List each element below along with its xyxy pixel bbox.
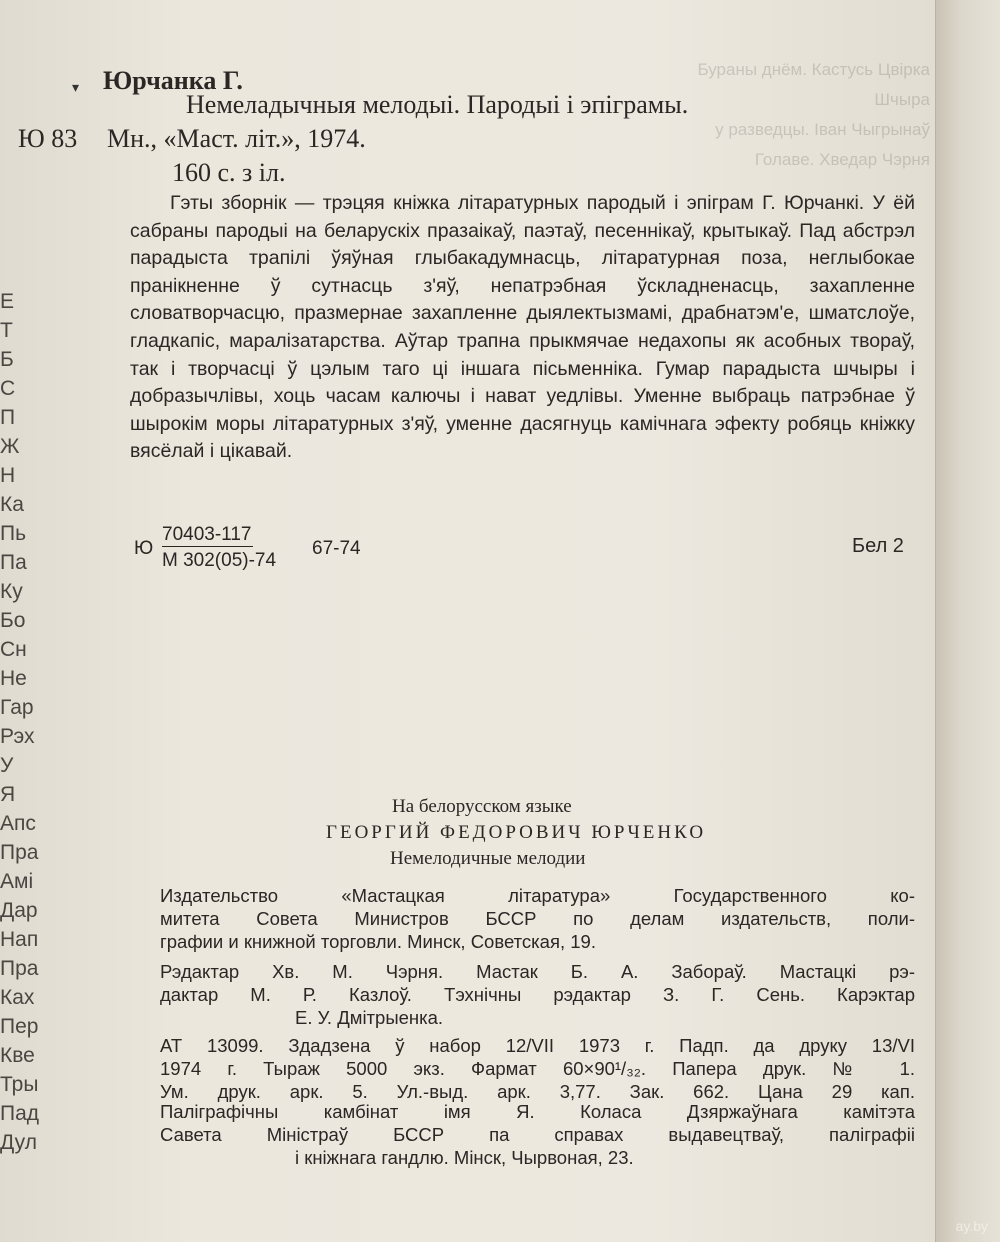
margin-fragment: Нап (0, 928, 39, 951)
printing-plant-block (160, 1100, 915, 1169)
margin-fragment: Ках (0, 986, 35, 1009)
publisher-line-1: Издательство «Мастацкая літаратура» Государственного ко- (160, 885, 915, 906)
bbk-numerator: 70403-117 (162, 524, 252, 545)
pages-line: 160 с. з іл. (172, 158, 286, 187)
margin-fragment: Пад (0, 1102, 40, 1125)
show-through-line (470, 630, 930, 660)
margin-fragment: У (0, 754, 14, 777)
plant-line-2: Савета Міністраў БССР па справах выдавецтваў, паліграфіі (160, 1124, 915, 1145)
book-title: Немеладычныя мелодыі. Пародыі і эпіграмы. (186, 90, 689, 119)
margin-fragment: Пер (0, 1015, 39, 1038)
printer-mark: ▾ (72, 81, 80, 96)
annotation-paragraph: Гэты зборнік — трэцяя кніжка літаратурных пародый і эпіграм Г. Юрчанкі. У ёй сабраны пародыі на беларускіх празаікаў, паэтаў, песеннікаў, крытыкаў. Пад абстрэл парадыста трапілі ўяўная глыбакадумнасць, літаратурная поза, неглыбокае пранікненне ў сутнасць з'яў, непатрэбная ўскладненасць, захапленне словатворчасцю, празмернае захапленне дыялектызмамі, драбнатэм'е, шматслоўе, гладкапіс, маралізатарства. Аўтар трапна прыкмячае недахопы як асобных твораў, так і творчасці ў цэлым таго ці іншага пісьменніка. Гумар парадыста шчыры і добразычлівы, хоць часам калючы і нават уедлівы. Уменне выбраць патрэбнае ў шырокім моры літаратурных з'яў, уменне дасягнуць камічнага эфекту робяць кніжку вясёлай і цікавай. (130, 192, 915, 463)
editors-line-1: Рэдактар Хв. М. Чэрня. Мастак Б. А. Забораў. Мастацкі рэ- (160, 961, 915, 982)
bbk-denominator: М 302(05)-74 (162, 550, 277, 571)
show-through-line (470, 750, 930, 780)
show-through-line: Шчыра (874, 90, 930, 109)
margin-fragment: Е (0, 290, 15, 313)
margin-fragment: П (0, 406, 16, 429)
margin-fragment: Рэх (0, 725, 35, 748)
margin-fragment: Гар (0, 696, 34, 719)
show-through-line (470, 720, 930, 750)
language-note: На белорусском языке (392, 796, 572, 817)
margin-fragment: Кве (0, 1044, 35, 1067)
margin-fragment: Т (0, 319, 13, 342)
print-line-1: АТ 13099. Здадзена ў набор 12/VII 1973 г. Падп. да друку 13/VI (160, 1035, 915, 1056)
margin-fragment: Я (0, 783, 16, 806)
plant-line-1: Паліграфічны камбінат імя Я. Коласа Дзяржаўнага камітэта (160, 1101, 915, 1122)
print-line-2: 1974 г. Тыраж 5000 экз. Фармат 60×90¹/₃₂. Папера друк. № 1. (160, 1058, 915, 1079)
margin-fragment: Дул (0, 1131, 37, 1154)
bbk-prefix: Ю (134, 538, 154, 559)
margin-fragment: Ку (0, 580, 23, 603)
publisher-block (160, 884, 915, 953)
bbk-suffix: 67-74 (312, 538, 361, 559)
margin-fragment: Тры (0, 1073, 39, 1096)
show-through-line (470, 600, 930, 630)
margin-fragment: Сн (0, 638, 27, 661)
margin-fragment: Дар (0, 899, 38, 922)
show-through-line (470, 690, 930, 720)
editors-line-3: Е. У. Дмітрыенка. (295, 1007, 444, 1028)
margin-fragment: Пра (0, 841, 39, 864)
imprint-title: Немелодичные мелодии (390, 848, 586, 869)
show-through-line (470, 480, 930, 510)
bbk-index (134, 522, 374, 582)
plant-line-3: і кніжнага гандлю. Мінск, Чырвоная, 23. (295, 1147, 634, 1168)
show-through-line (470, 570, 930, 600)
margin-fragment: Ж (0, 435, 20, 458)
show-through-line: у разведцы. Іван Чыгрынаў (715, 120, 930, 139)
margin-fragment: Не (0, 667, 27, 690)
call-number: Ю 83 (18, 124, 78, 153)
publisher-line-2: митета Совета Министров БССР по делам издательств, поли- (160, 908, 915, 929)
margin-fragment: Б (0, 348, 14, 371)
margin-fragment: С (0, 377, 16, 400)
publisher-line-3: графии и книжной торговли. Минск, Советская, 19. (160, 931, 596, 952)
publisher-line: Мн., «Маст. літ.», 1974. (107, 124, 366, 153)
show-through-line: Бураны днём. Кастусь Цвірка (697, 60, 930, 79)
left-margin-fragments (0, 290, 40, 1170)
margin-fragment: Амі (0, 870, 34, 893)
margin-fragment: Ка (0, 493, 24, 516)
editors-line-2: дактар М. Р. Казлоў. Тэхнічны рэдактар З. Г. Сень. Карэктар (160, 984, 915, 1005)
print-details-block (160, 1034, 915, 1103)
show-through-line: Голаве. Хведар Чэрня (754, 150, 930, 169)
print-line-3: Ум. друк. арк. 5. Ул.-выд. арк. 3,77. Зак. 662. Цана 29 кап. (160, 1081, 915, 1102)
watermark-text: ay.by (955, 1218, 988, 1234)
margin-fragment: Апс (0, 812, 36, 835)
margin-fragment: Пра (0, 957, 39, 980)
author-name: Юрчанка Г. (103, 66, 243, 95)
margin-fragment: Пь (0, 522, 27, 545)
margin-fragment: Н (0, 464, 16, 487)
show-through-line (470, 660, 930, 690)
margin-fragment: Бо (0, 609, 26, 632)
adjacent-page-edge (935, 0, 1000, 1242)
imprint-author: ГЕОРГИЙ ФЕДОРОВИЧ ЮРЧЕНКО (326, 822, 707, 843)
editors-block (160, 960, 915, 1029)
classification-code: Бел 2 (852, 535, 904, 557)
margin-fragment: Па (0, 551, 27, 574)
